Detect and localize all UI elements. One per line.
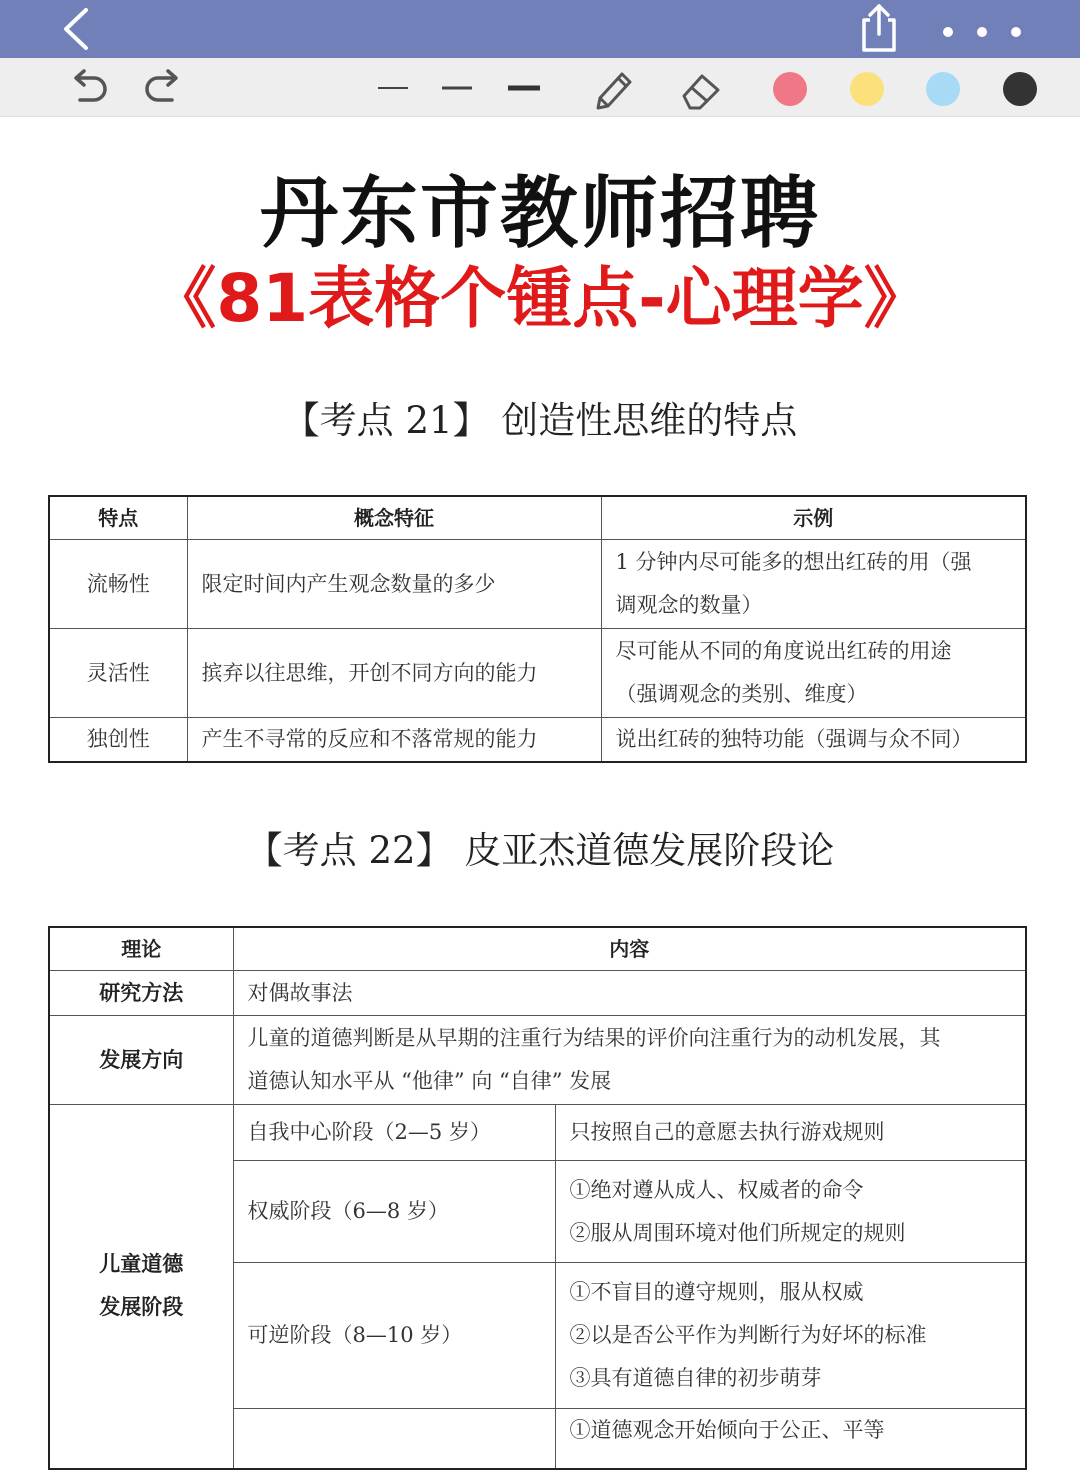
redo-icon	[142, 68, 186, 108]
section-22-title: 】 皮亚杰道德发展阶段论	[415, 829, 835, 872]
example-line: 调观念的数量）	[615, 593, 763, 617]
stages-label-line: 儿童道德	[99, 1252, 184, 1277]
table-row	[49, 629, 1026, 718]
line-thick-icon	[506, 76, 542, 100]
section-21-number: 21	[405, 399, 453, 442]
section-21-prefix: 【考点	[282, 399, 406, 442]
trait-cell: 灵活性	[49, 629, 187, 718]
back-button[interactable]	[56, 6, 102, 52]
stroke-thin-button[interactable]	[376, 76, 410, 100]
table-header-row	[49, 927, 1026, 971]
stage-desc-line: 只按照自己的意愿去执行游戏规则	[569, 1120, 885, 1144]
more-dots-icon	[932, 12, 1032, 48]
share-button[interactable]	[856, 2, 902, 54]
header-concept: 概念特征	[187, 496, 601, 540]
color-swatch-black[interactable]	[1003, 72, 1037, 106]
section-21-title: 】 创造性思维的特点	[452, 399, 798, 442]
table-header-row	[49, 496, 1026, 540]
table-row	[49, 1016, 1026, 1105]
stage-desc	[555, 1105, 1026, 1161]
direction-label: 发展方向	[49, 1016, 233, 1105]
line-medium-icon	[440, 76, 474, 100]
concept-cell: 摈弃以往思维，开创不同方向的能力	[187, 629, 601, 718]
table-row	[49, 971, 1026, 1016]
method-value: 对偶故事法	[233, 971, 1026, 1016]
redo-button[interactable]	[142, 68, 186, 108]
stroke-medium-button[interactable]	[440, 76, 474, 100]
stages-label	[49, 1105, 233, 1469]
concept-cell: 限定时间内产生观念数量的多少	[187, 540, 601, 629]
stage-name: 权威阶段（6—8 岁）	[233, 1161, 555, 1263]
table-row	[49, 1105, 1026, 1161]
pencil-tool-button[interactable]	[590, 68, 636, 112]
stage-desc-line: ②以是否公平作为判断行为好坏的标准	[569, 1323, 927, 1347]
stage-desc	[555, 1263, 1026, 1409]
color-swatch-yellow[interactable]	[850, 72, 884, 106]
annotation-toolbar	[0, 58, 1080, 117]
example-line: 尽可能从不同的角度说出红砖的用途	[615, 639, 952, 663]
section-21-heading	[0, 390, 1080, 444]
stage-desc-line: ①道德观念开始倾向于公正、平等	[569, 1418, 885, 1442]
share-icon	[856, 2, 902, 54]
eraser-tool-button[interactable]	[678, 68, 724, 112]
table-row	[49, 540, 1026, 629]
line-thin-icon	[376, 76, 410, 100]
example-cell	[601, 540, 1026, 629]
section-22-heading	[0, 820, 1080, 874]
trait-cell: 流畅性	[49, 540, 187, 629]
undo-button[interactable]	[66, 68, 110, 108]
example-line: 1 分钟内尽可能多的想出红砖的用（强	[615, 550, 972, 574]
example-cell	[601, 718, 1026, 763]
stage-desc-line: ②服从周围环境对他们所规定的规则	[569, 1220, 906, 1245]
chevron-left-icon	[56, 6, 102, 52]
eraser-icon	[678, 68, 724, 112]
concept-cell: 产生不寻常的反应和不落常规的能力	[187, 718, 601, 763]
more-options-button[interactable]	[932, 12, 1032, 48]
stage-desc-line: ①不盲目的遵守规则，服从权威	[569, 1280, 864, 1304]
stage-name	[233, 1409, 555, 1469]
direction-value	[233, 1016, 1026, 1105]
top-app-bar	[0, 0, 1080, 58]
undo-icon	[66, 68, 110, 108]
direction-line: 道德认知水平从 “他律” 向 “自律” 发展	[247, 1069, 612, 1093]
example-cell	[601, 629, 1026, 718]
header-theory: 理论	[49, 927, 233, 971]
page-title: 丹东市教师招聘	[259, 169, 820, 259]
color-swatch-blue[interactable]	[926, 72, 960, 106]
creative-thinking-table	[48, 495, 1027, 763]
stage-name: 可逆阶段（8—10 岁）	[233, 1263, 555, 1409]
header-trait: 特点	[49, 496, 187, 540]
stage-desc-line: ①绝对遵从成人、权威者的命令	[569, 1177, 864, 1202]
pencil-icon	[590, 68, 636, 112]
color-swatch-red[interactable]	[773, 72, 807, 106]
stage-desc	[555, 1409, 1026, 1469]
direction-line: 儿童的道德判断是从早期的注重行为结果的评价向注重行为的动机发展，其	[247, 1026, 941, 1050]
stages-label-line: 发展阶段	[99, 1295, 184, 1320]
stage-desc	[555, 1161, 1026, 1263]
piaget-moral-table	[48, 926, 1027, 1470]
table-row	[49, 718, 1026, 763]
section-22-prefix: 【考点	[245, 829, 369, 872]
section-22-number: 22	[368, 829, 416, 872]
page-subtitle: 《81表格个锺点-心理学》	[150, 260, 930, 337]
header-content: 内容	[233, 927, 1026, 971]
stroke-thick-button[interactable]	[506, 76, 542, 100]
method-label: 研究方法	[49, 971, 233, 1016]
stage-name: 自我中心阶段（2—5 岁）	[233, 1105, 555, 1161]
header-example: 示例	[601, 496, 1026, 540]
stage-desc-line: ③具有道德自律的初步萌芽	[569, 1366, 822, 1390]
example-line: （强调观念的类别、维度）	[615, 682, 868, 706]
trait-cell: 独创性	[49, 718, 187, 763]
example-line: 说出红砖的独特功能（强调与众不同）	[615, 727, 973, 751]
